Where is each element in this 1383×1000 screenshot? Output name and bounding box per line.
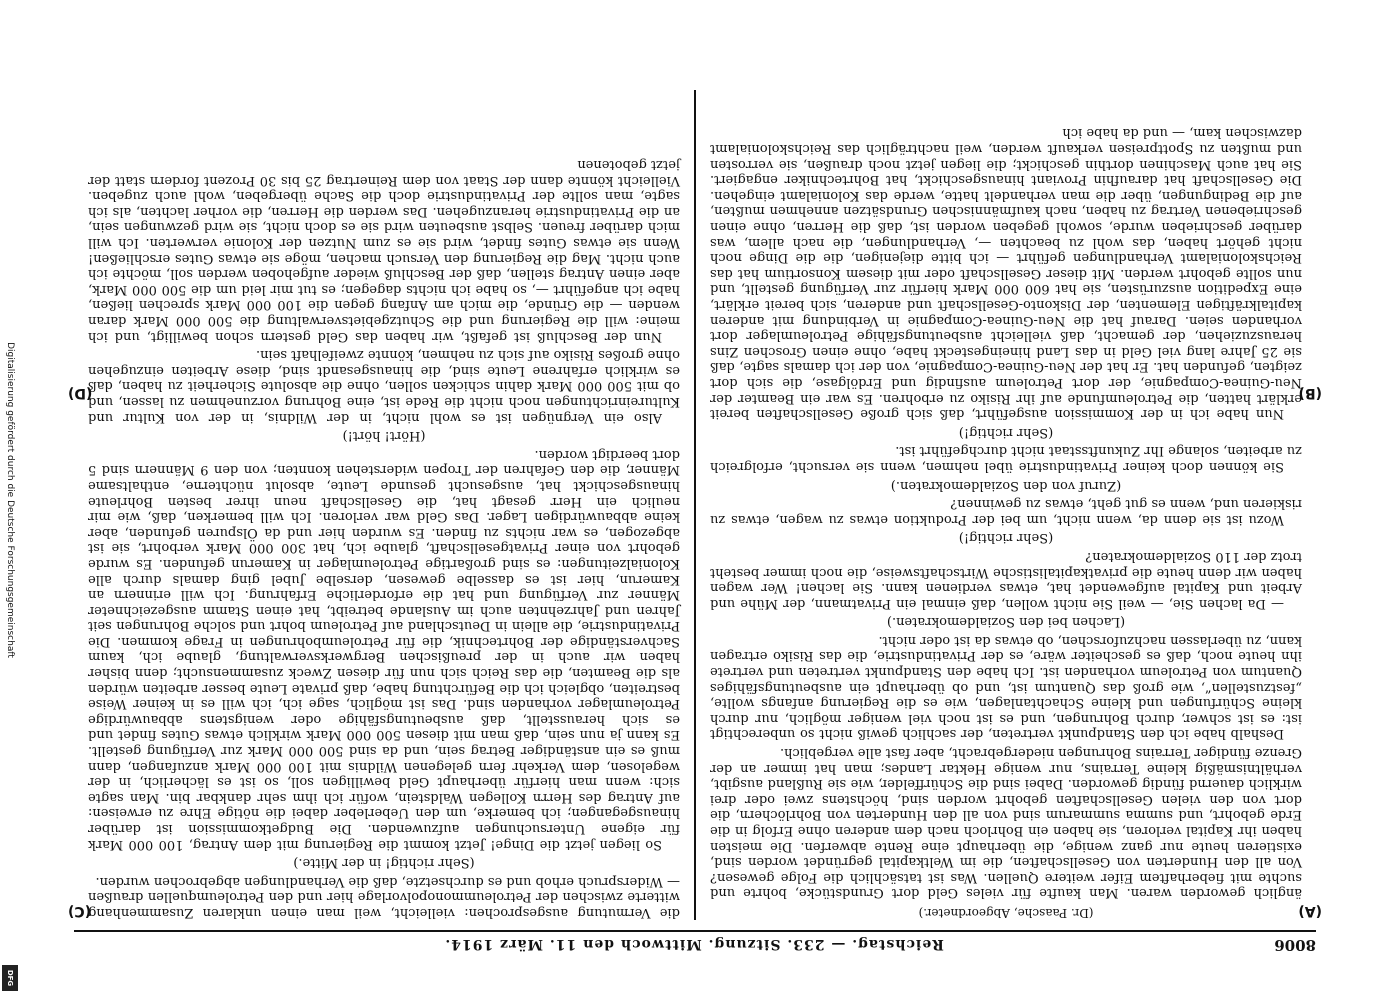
interjection: (Sehr richtig!)	[958, 424, 1054, 440]
paragraph: Nun habe ich in der Kommission ausgeführt, daß sich große Gesellschaften bereit erklärt hatten, die Petroleumfunde auf ihr Risiko zu erbohren. Es war ein Beamter der Neu-Guinea-Compagnie, der dort Petroleum ausfindig und Erdölgase, die sich dort zeigten, gefunden hat. Er hat der Neu-Guinea-Compagnie, von der ich damals sagte, daß sie 25 Jahre lang viel Geld in das Land hineingesteckt habe, ohne einen Groschen Zins herauszuziehen, der gemacht, daß vielleicht ausbeutungsfähige Petroleumlager dort vorhanden seien. Darauf hat die Neu-Guinea-Compagnie in Verbindung mit anderen kapitalkräftigen Elementen, der Diskonto-Gesellschaft und anderen, sich bereit erklärt, eine Expedition auszurüsten, sie hat 600 000 Mark hierfür zur Verfügung gestellt, und nun sollte gebohrt werden. Mit dieser Gesellschaft oder mit diesem Konsortium hat das Reichskolonialamt Verhandlungen geführt — ich bitte diejenigen, die die Dinge noch nicht gehört haben, das wohl zu beachten —, Verhandlungen, die nach allem, was darüber geschrieben wurde, sowohl gegeben worden ist, daß die Herren, ohne einen geschriebenen Vertrag zu haben, nach kaufmännischen Grundsätzen annehmen mußten, auf die Bedingungen, über die man verhandelt hatte, werde das Kolonialamt eingehen. Die Gesellschaft hat daraufhin Proviant hinausgeschickt, hat Bohrtechniker engagiert. Sie hat auch Maschinen dorthin geschickt; die liegen jetzt noch draußen, sie verrosten und mußten zu Spottpreisen verkauft werden, weil nachträglich das Reichskolonialamt dazwischen kam, — und da habe ich	[710, 125, 1302, 422]
running-title: Reichstag. — 233. Sitzung. Mittwoch den 11. März 1914.	[444, 936, 944, 952]
paragraph: Wozu ist sie denn da, wenn nicht, um bei der Produktion etwas zu wagen, etwas zu riskieren und, wenn es gut geht, etwas zu gewinnen?	[710, 496, 1302, 527]
paragraph: Nun der Beschluß ist gefaßt, wir haben das Geld gestern schon bewilligt, und ich meine: will die Regierung und die Schutzgebietsverwaltung die 500 000 Mark daran wenden — die Gründe, die mich am Anfang gegen die 100 000 Mark sprechen ließen, habe ich angeführt —, so habe ich nichts dagegen; es tut mir leid um die 500 000 Mark, aber einen Antrag stellen, daß der Beschluß wieder aufgehoben werden soll, möchte ich auch nicht. Mag die Regierung den Versuch machen, möge sie etwas Gutes erschließen! Wenn sie etwas Gutes findet, wird sie es zum Nutzen der Kolonie verwerten. Ich will mich darüber freuen. Selbst ausbeuten wird sie es doch nicht, sie wird gezwungen sein, an die Privatindustrie heranzugehen. Das werden die Herren, die vorher lachten, als ich sagte, man sollte der Privatindustrie doch die Sache übergeben, wohl auch zugeben. Vielleicht könnte dann der Staat von dem Reinertrag 25 bis 30 Prozent fordern statt der jetzt gebotenen	[88, 157, 680, 344]
interjection: (Sehr richtig!)	[958, 530, 1054, 546]
text-columns	[68, 90, 1322, 920]
right-column	[68, 90, 694, 920]
page-header	[74, 930, 1316, 954]
digitization-credit	[0, 0, 20, 1000]
dfg-logo-text: DFG	[6, 969, 14, 987]
interjection: (Sehr richtig! in der Mitte.)	[293, 855, 475, 871]
margin-letter-b: (B)	[1298, 385, 1322, 401]
paragraph: die Vermutung ausgesprochen: vielleicht, weil man einen unklaren Zusammenhang witterte zwischen der Petroleummonopolvorlage hier und den Petroleumquellen draußen — Widerspruch erhob und es durchsetzte, daß die Verhandlungen abgebrochen wurden.	[88, 873, 680, 920]
margin-letter-a: (A)	[1298, 903, 1322, 919]
paragraph: änglich geworden waren. Man kaufte für vieles Geld dort Grundstücke, bohrte und suchte mit fieberhaftem Eifer weitere Quellen. Was ist tatsächlich die Folge gewesen? Von all den Hunderten von Gesellschaften, die im Weltkapital gegründet worden sind, existieren heute nur ganz wenige, die überhaupt eine Rente abwerfen. Die meisten haben ihr Kapital verloren, sie haben ein Bohrloch nach dem anderen ohne Erfolg in die Erde gebohrt, und summa summarum sind von all den Hunderten von Bohrlöchern, die dort von den vielen Gesellschaften gebohrt worden sind, höchstens zwei oder drei wirklich dauernd fündig geworden. Dabei sind die Schürffelder, wie sie Rußland ausgibt, verhältnismäßig kleine Terrains, nur wenige Hektar Landes; man hat immer an der Grenze fündiger Terrains Bohrungen niedergebracht, aber fast alle vergeblich.	[710, 745, 1302, 901]
margin-letter-d: (D)	[68, 385, 93, 401]
page-number: 8006	[1274, 936, 1316, 954]
interjection: (Lachen bei den Sozialdemokraten.)	[886, 614, 1126, 630]
interjection: (Zuruf von den Sozialdemokraten.)	[890, 477, 1122, 493]
speaker-note: (Dr. Paasche, Abgeordneter.)	[918, 906, 1094, 920]
left-column	[696, 90, 1322, 920]
paragraph: — Da lachen Sie, — weil Sie nicht wollen, daß einmal ein Privatmann, der Mühe und Arbeit und Kapital aufgewendet hat, etwas verdienen kann. Sie lachen! Wer wagen haben wir denn heute die privatkapitalistische Wirtschaftsweise, die noch immer besteht trotz der 110 Sozialdemokraten?	[710, 548, 1302, 611]
paragraph: Sie können doch keiner Privatindustrie übel nehmen, wenn sie versucht, erfolgreich zu arbeiten, solange Ihr Zukunftsstaat nicht durchgeführt ist.	[710, 443, 1302, 474]
margin-letter-c: (C)	[68, 903, 92, 919]
paragraph: Deshalb habe ich den Standpunkt vertreten, der sachlich gewiß nicht so unberechtigt ist: es ist schwer, durch Bohrungen, und es ist noch viel weniger möglich, nur durch kleine Schürfungen und kleine Schachtanlagen, wie es die Regierung anfangs wollte, „festzustellen“, wie groß das Quantum ist, und ob überhaupt ein ausbeutungsfähiges Quantum von Petroleum vorhanden ist. Ich habe den Standpunkt vertreten und vertrete ihn heute noch, daß es gescheiter wäre, es der Privatindustrie, die das Risiko ertragen kann, zu überlassen nachzuforschen, ob etwas da ist oder nicht.	[710, 632, 1302, 742]
document-page	[60, 60, 1330, 960]
credit-text: Digitalisierung gefördert durch die Deutsche Forschungsgemeinschaft	[5, 342, 15, 658]
paragraph: Also ein Vergnügen ist es wohl nicht, in der Wildnis, in der von Kultur und Kultureinrichtungen noch nicht die Rede ist, eine Bohrung vorzunehmen zu lassen, und ob mit 500 000 Mark dahin schicken sollen, ohne die absolute Sicherheit zu haben, daß es wirklich erfahrene Leute sind, die hinausgesandt sind, diese Arbeiten einzugehen ohne großes Risiko auf sich zu nehmen, könnte zweifelhaft sein.	[88, 347, 680, 425]
dfg-logo	[2, 965, 18, 991]
interjection: (Hört! hört!)	[342, 428, 426, 444]
paragraph: So liegen jetzt die Dinge! Jetzt kommt die Regierung mit dem Antrag, 100 000 Mark für eigene Untersuchungen aufzuwenden. Die Budgetkommission ist darüber hinausgegangen; ich bemerke, um den Ueberleber dabei die nötige Ehre zu erweisen: auf Antrag des Herrn Kollegen Waldstein, wofür ich ihm sehr dankbar bin. Man sagte sich: wenn man hierfür überhaupt Geld bewilligen soll, so ist es lächerlich, in der wegelosen, dem Verkehr fern gelegenen Wildnis mit 100 000 Mark anzufangen, dann muß es ein anständiger Betrag sein, und da sind 500 000 Mark zur Verfügung gestellt. Es kann ja nun sein, daß man mit diesen 500 000 Mark wirklich etwas Gutes findet und es sich herausstellt, daß ausbeutungsfähige oder wenigstens abbauwürdige Petroleumlager vorhanden sind. Das ist möglich, sage ich, ich will es in keiner Weise bestreiten, obgleich ich die Befürchtung habe, daß private Leute besser arbeiten würden als die Beamten, die das Reich sich nun für diesen Zweck zusammensucht; denn bisher haben wir auch in der preußischen Bergwerksverwaltung, glaube ich, kaum Sachverständige der Bohrtechnik, die für Petroleumbohrungen in Frage kommen. Die Privatindustrie, die allein in Deutschland auf Petroleum bohrt und solche Bohrungen seit Jahren und Jahrzehnten auch im Auslande betreibt, hat einen Stamm ausgezeichneter Männer zur Verfügung und hat die erforderliche Erfahrung. Ich will erinnern an Kamerun, hier ist es dasselbe gewesen, derselbe Jubel ging damals durch alle Kolonialzeitungen: es sind großartige Petroleumlager in Kamerun gefunden. Es wurde gebohrt von einer Privatgesellschaft, glaube ich, hat 300 000 Mark verbohrt, sie ist abgezogen, es war nichts zu finden. Es wurden hier und da Ölspuren gefunden, aber keine abbauwürdigen Lager. Das Geld war verloren. Ich will bemerken, daß, wie mir neulich ein Herr gesagt hat, die Gesellschaft neun ihrer besten Bohrleute hinausgeschickt hat, ausgesucht gesunde Leute, absolut nüchterne, enthaltsame Männer, die den Gefahren der Tropen widerstehen konnten; von den 9 Männern sind 5 dort beerdigt worden.	[88, 446, 680, 852]
